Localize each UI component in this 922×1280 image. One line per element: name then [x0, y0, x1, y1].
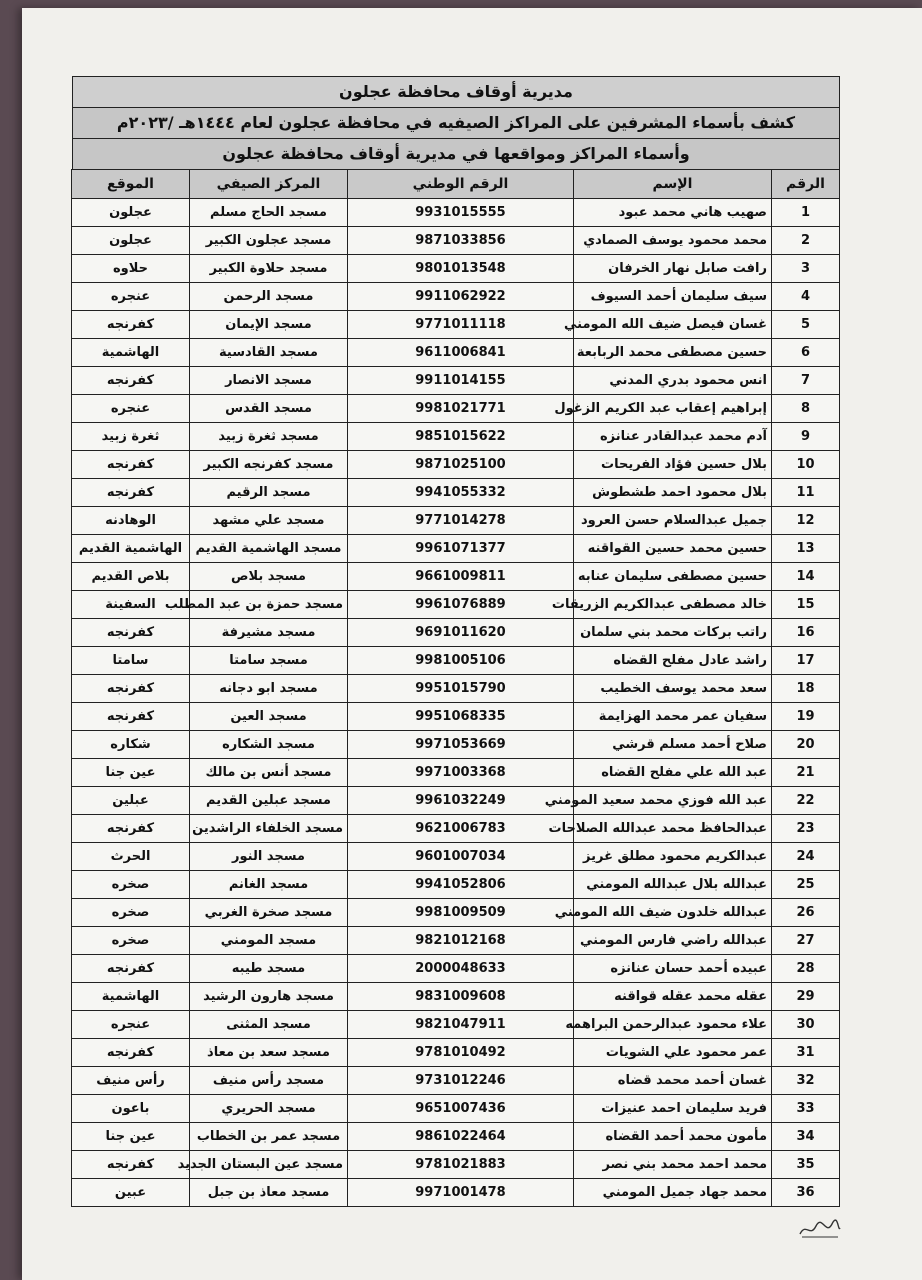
national-id: 9961076889 — [348, 591, 574, 619]
supervisor-name: رافت صابل نهار الخرفان — [574, 255, 772, 283]
table-row — [72, 367, 840, 395]
national-id: 9821047911 — [348, 1011, 574, 1039]
table-row — [72, 563, 840, 591]
national-id: 9771014278 — [348, 507, 574, 535]
row-number: 21 — [772, 759, 840, 787]
summer-center: مسجد الشكاره — [190, 731, 348, 759]
row-number: 14 — [772, 563, 840, 591]
table-row — [72, 479, 840, 507]
col-header-center: المركز الصيفي — [190, 170, 348, 199]
center-location: كفرنجه — [72, 1039, 190, 1067]
row-number: 23 — [772, 815, 840, 843]
summer-center: مسجد الرقيم — [190, 479, 348, 507]
col-header-location: الموقع — [72, 170, 190, 199]
center-location: باعون — [72, 1095, 190, 1123]
row-number: 35 — [772, 1151, 840, 1179]
center-location: رأس منيف — [72, 1067, 190, 1095]
center-location: عبلين — [72, 787, 190, 815]
supervisors-table — [71, 169, 840, 1207]
table-row — [72, 899, 840, 927]
supervisor-name: حسين محمد حسين القواقنه — [574, 535, 772, 563]
row-number: 19 — [772, 703, 840, 731]
national-id: 9871025100 — [348, 451, 574, 479]
center-location: عجلون — [72, 227, 190, 255]
summer-center: مسجد طيبه — [190, 955, 348, 983]
summer-center: مسجد مشيرفة — [190, 619, 348, 647]
roster-sheet — [72, 76, 840, 1207]
supervisor-name: خالد مصطفى عبدالكريم الزريقات — [574, 591, 772, 619]
signature-stamp — [798, 1218, 842, 1240]
national-id: 9971003368 — [348, 759, 574, 787]
table-row — [72, 1151, 840, 1179]
national-id: 2000048633 — [348, 955, 574, 983]
row-number: 30 — [772, 1011, 840, 1039]
summer-center: مسجد الانصار — [190, 367, 348, 395]
national-id: 9941055332 — [348, 479, 574, 507]
supervisor-name: راشد عادل مفلح القضاه — [574, 647, 772, 675]
col-header-name: الإسم — [574, 170, 772, 199]
center-location: كفرنجه — [72, 619, 190, 647]
national-id: 9691011620 — [348, 619, 574, 647]
center-location: صخره — [72, 871, 190, 899]
supervisor-name: محمد احمد محمد بني نصر — [574, 1151, 772, 1179]
national-id: 9971001478 — [348, 1179, 574, 1207]
center-location: كفرنجه — [72, 451, 190, 479]
supervisor-name: جميل عبدالسلام حسن العرود — [574, 507, 772, 535]
center-location: عنجره — [72, 283, 190, 311]
row-number: 16 — [772, 619, 840, 647]
national-id: 9771011118 — [348, 311, 574, 339]
row-number: 6 — [772, 339, 840, 367]
national-id: 9611006841 — [348, 339, 574, 367]
center-location: شكاره — [72, 731, 190, 759]
supervisor-name: عبدالله خلدون ضيف الله المومني — [574, 899, 772, 927]
table-row — [72, 1095, 840, 1123]
table-row — [72, 1039, 840, 1067]
row-number: 31 — [772, 1039, 840, 1067]
col-header-num: الرقم — [772, 170, 840, 199]
center-location: كفرنجه — [72, 675, 190, 703]
summer-center: مسجد معاذ بن جبل — [190, 1179, 348, 1207]
summer-center: مسجد عمر بن الخطاب — [190, 1123, 348, 1151]
table-row — [72, 423, 840, 451]
national-id: 9871033856 — [348, 227, 574, 255]
summer-center: مسجد سامتا — [190, 647, 348, 675]
summer-center: مسجد بلاص — [190, 563, 348, 591]
row-number: 13 — [772, 535, 840, 563]
summer-center: مسجد عبلين القديم — [190, 787, 348, 815]
summer-center: مسجد كفرنجه الكبير — [190, 451, 348, 479]
table-row — [72, 647, 840, 675]
national-id: 9861022464 — [348, 1123, 574, 1151]
supervisor-name: سعد محمد يوسف الخطيب — [574, 675, 772, 703]
row-number: 10 — [772, 451, 840, 479]
summer-center: مسجد الهاشمية القديم — [190, 535, 348, 563]
supervisor-name: غسان فيصل ضيف الله المومني — [574, 311, 772, 339]
summer-center: مسجد حلاوة الكبير — [190, 255, 348, 283]
summer-center: مسجد الحاج مسلم — [190, 199, 348, 227]
table-row — [72, 871, 840, 899]
table-row — [72, 451, 840, 479]
center-location: عنجره — [72, 395, 190, 423]
row-number: 22 — [772, 787, 840, 815]
national-id: 9651007436 — [348, 1095, 574, 1123]
row-number: 20 — [772, 731, 840, 759]
national-id: 9971053669 — [348, 731, 574, 759]
row-number: 32 — [772, 1067, 840, 1095]
row-number: 34 — [772, 1123, 840, 1151]
summer-center: مسجد المومني — [190, 927, 348, 955]
table-row — [72, 1011, 840, 1039]
national-id: 9941052806 — [348, 871, 574, 899]
summer-center: مسجد القادسية — [190, 339, 348, 367]
supervisor-name: صلاح أحمد مسلم قرشي — [574, 731, 772, 759]
summer-center: مسجد العين — [190, 703, 348, 731]
list-subtitle: وأسماء المراكز ومواقعها في مديرية أوقاف محافظة عجلون — [72, 138, 840, 169]
row-number: 15 — [772, 591, 840, 619]
supervisor-name: إبراهيم إعقاب عبد الكريم الزغول — [574, 395, 772, 423]
center-location: كفرنجه — [72, 815, 190, 843]
national-id: 9931015555 — [348, 199, 574, 227]
supervisor-name: عبيده أحمد حسان عنانزه — [574, 955, 772, 983]
table-header-row — [72, 170, 840, 199]
national-id: 9981005106 — [348, 647, 574, 675]
center-location: الهاشمية القديم — [72, 535, 190, 563]
center-location: بلاص القديم — [72, 563, 190, 591]
table-row — [72, 983, 840, 1011]
supervisor-name: سيف سليمان أحمد السيوف — [574, 283, 772, 311]
national-id: 9981021771 — [348, 395, 574, 423]
center-location: كفرنجه — [72, 367, 190, 395]
summer-center: مسجد النور — [190, 843, 348, 871]
row-number: 17 — [772, 647, 840, 675]
table-row — [72, 255, 840, 283]
summer-center: مسجد الغانم — [190, 871, 348, 899]
table-row — [72, 759, 840, 787]
row-number: 28 — [772, 955, 840, 983]
table-row — [72, 283, 840, 311]
supervisor-name: غسان أحمد محمد قضاه — [574, 1067, 772, 1095]
center-location: السفينة — [72, 591, 190, 619]
national-id: 9781021883 — [348, 1151, 574, 1179]
supervisor-name: عبدالله راضي فارس المومني — [574, 927, 772, 955]
row-number: 25 — [772, 871, 840, 899]
supervisor-name: محمد جهاد جميل المومني — [574, 1179, 772, 1207]
center-location: كفرنجه — [72, 1151, 190, 1179]
summer-center: مسجد رأس منيف — [190, 1067, 348, 1095]
summer-center: مسجد عين البستان الجديد — [190, 1151, 348, 1179]
supervisor-name: عبد الله فوزي محمد سعيد المومني — [574, 787, 772, 815]
center-location: عنجره — [72, 1011, 190, 1039]
summer-center: مسجد عجلون الكبير — [190, 227, 348, 255]
table-row — [72, 395, 840, 423]
table-row — [72, 311, 840, 339]
national-id: 9851015622 — [348, 423, 574, 451]
row-number: 33 — [772, 1095, 840, 1123]
national-id: 9781010492 — [348, 1039, 574, 1067]
supervisor-name: بلال محمود احمد طشطوش — [574, 479, 772, 507]
supervisor-name: عمر محمود علي الشويات — [574, 1039, 772, 1067]
center-location: عبين — [72, 1179, 190, 1207]
national-id: 9821012168 — [348, 927, 574, 955]
summer-center: مسجد حمزة بن عبد المطلب — [190, 591, 348, 619]
supervisor-name: حسين مصطفى سليمان عنابه — [574, 563, 772, 591]
summer-center: مسجد سعد بن معاذ — [190, 1039, 348, 1067]
national-id: 9961071377 — [348, 535, 574, 563]
center-location: عين جنا — [72, 1123, 190, 1151]
supervisor-name: عبدالكريم محمود مطلق غريز — [574, 843, 772, 871]
summer-center: مسجد ثغرة زبيد — [190, 423, 348, 451]
table-row — [72, 199, 840, 227]
supervisor-name: بلال حسين فؤاد الفريحات — [574, 451, 772, 479]
supervisor-name: فريد سليمان احمد عنيزات — [574, 1095, 772, 1123]
summer-center: مسجد هارون الرشيد — [190, 983, 348, 1011]
row-number: 8 — [772, 395, 840, 423]
supervisor-name: انس محمود بدري المدني — [574, 367, 772, 395]
supervisor-name: عبد الله علي مفلح القضاه — [574, 759, 772, 787]
row-number: 24 — [772, 843, 840, 871]
center-location: كفرنجه — [72, 311, 190, 339]
table-row — [72, 591, 840, 619]
table-row — [72, 1123, 840, 1151]
summer-center: مسجد الحريري — [190, 1095, 348, 1123]
summer-center: مسجد الإيمان — [190, 311, 348, 339]
summer-center: مسجد القدس — [190, 395, 348, 423]
center-location: الهاشمية — [72, 339, 190, 367]
table-row — [72, 955, 840, 983]
supervisor-name: آدم محمد عبدالقادر عنانزه — [574, 423, 772, 451]
national-id: 9911062922 — [348, 283, 574, 311]
table-row — [72, 619, 840, 647]
col-header-national-id: الرقم الوطني — [348, 170, 574, 199]
supervisor-name: محمد محمود يوسف الصمادي — [574, 227, 772, 255]
table-row — [72, 703, 840, 731]
supervisor-name: صهيب هاني محمد عبود — [574, 199, 772, 227]
national-id: 9601007034 — [348, 843, 574, 871]
national-id: 9951068335 — [348, 703, 574, 731]
row-number: 12 — [772, 507, 840, 535]
row-number: 26 — [772, 899, 840, 927]
table-row — [72, 1179, 840, 1207]
summer-center: مسجد الخلفاء الراشدين — [190, 815, 348, 843]
center-location: عجلون — [72, 199, 190, 227]
row-number: 3 — [772, 255, 840, 283]
table-row — [72, 507, 840, 535]
row-number: 7 — [772, 367, 840, 395]
row-number: 4 — [772, 283, 840, 311]
national-id: 9801013548 — [348, 255, 574, 283]
center-location: كفرنجه — [72, 703, 190, 731]
center-location: ثغرة زبيد — [72, 423, 190, 451]
supervisor-name: حسين مصطفى محمد الربابعة — [574, 339, 772, 367]
summer-center: مسجد صخرة الغربي — [190, 899, 348, 927]
row-number: 36 — [772, 1179, 840, 1207]
center-location: كفرنجه — [72, 955, 190, 983]
summer-center: مسجد أنس بن مالك — [190, 759, 348, 787]
supervisor-name: عبدالحافظ محمد عبدالله الصلاحات — [574, 815, 772, 843]
row-number: 2 — [772, 227, 840, 255]
list-title: كشف بأسماء المشرفين على المراكز الصيفيه في محافظة عجلون لعام ١٤٤٤هـ /٢٠٢٣م — [72, 107, 840, 138]
national-id: 9981009509 — [348, 899, 574, 927]
table-row — [72, 339, 840, 367]
center-location: حلاوه — [72, 255, 190, 283]
row-number: 5 — [772, 311, 840, 339]
supervisor-name: سفيان عمر محمد الهزايمة — [574, 703, 772, 731]
supervisor-name: راتب بركات محمد بني سلمان — [574, 619, 772, 647]
center-location: سامتا — [72, 647, 190, 675]
summer-center: مسجد ابو دجانه — [190, 675, 348, 703]
supervisor-name: مأمون محمد أحمد القضاه — [574, 1123, 772, 1151]
supervisor-name: عقله محمد عقله قواقنه — [574, 983, 772, 1011]
center-location: الحرث — [72, 843, 190, 871]
national-id: 9731012246 — [348, 1067, 574, 1095]
center-location: كفرنجه — [72, 479, 190, 507]
table-row — [72, 815, 840, 843]
directorate-title: مديرية أوقاف محافظة عجلون — [72, 76, 840, 107]
center-location: الهاشمية — [72, 983, 190, 1011]
center-location: الوهادنه — [72, 507, 190, 535]
table-row — [72, 675, 840, 703]
table-row — [72, 787, 840, 815]
table-row — [72, 227, 840, 255]
table-row — [72, 731, 840, 759]
national-id: 9661009811 — [348, 563, 574, 591]
supervisor-name: عبدالله بلال عبدالله المومني — [574, 871, 772, 899]
national-id: 9831009608 — [348, 983, 574, 1011]
row-number: 9 — [772, 423, 840, 451]
table-row — [72, 927, 840, 955]
center-location: صخره — [72, 927, 190, 955]
table-row — [72, 535, 840, 563]
national-id: 9621006783 — [348, 815, 574, 843]
national-id: 9961032249 — [348, 787, 574, 815]
row-number: 27 — [772, 927, 840, 955]
national-id: 9951015790 — [348, 675, 574, 703]
row-number: 11 — [772, 479, 840, 507]
table-body — [72, 199, 840, 1207]
center-location: عين جنا — [72, 759, 190, 787]
center-location: صخره — [72, 899, 190, 927]
summer-center: مسجد علي مشهد — [190, 507, 348, 535]
table-row — [72, 843, 840, 871]
table-row — [72, 1067, 840, 1095]
row-number: 29 — [772, 983, 840, 1011]
national-id: 9911014155 — [348, 367, 574, 395]
summer-center: مسجد المثنى — [190, 1011, 348, 1039]
summer-center: مسجد الرحمن — [190, 283, 348, 311]
row-number: 18 — [772, 675, 840, 703]
supervisor-name: علاء محمود عبدالرحمن البراهمه — [574, 1011, 772, 1039]
row-number: 1 — [772, 199, 840, 227]
